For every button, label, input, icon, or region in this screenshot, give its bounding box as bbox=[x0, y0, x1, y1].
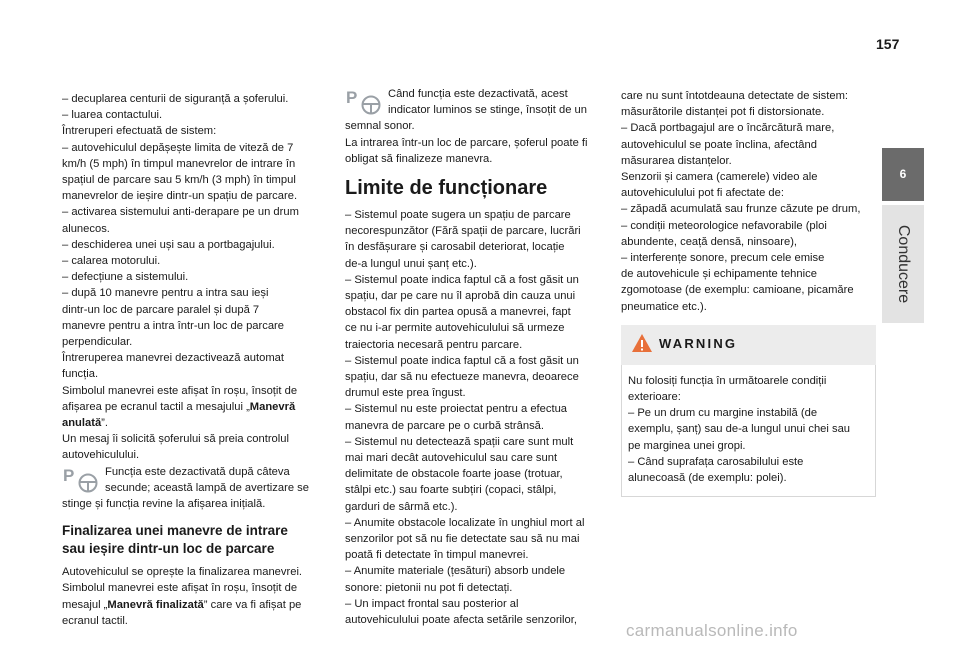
text-line: Senzorii și camera (camerele) video ale bbox=[621, 171, 818, 184]
note-line: Funcția este dezactivată după câteva bbox=[105, 465, 290, 478]
note-line: Când funcția este dezactivată, acest bbox=[388, 88, 568, 100]
text-line: de autovehicule și echipamente tehnice bbox=[621, 268, 817, 281]
text-line: – Sistemul nu detectează spații care sunt mult bbox=[345, 435, 574, 448]
text-line: stâlpi etc.) sau foarte subțiri (copaci, stâlpi, bbox=[345, 484, 557, 497]
text-line: ce nu i-ar permite autovehiculului să urmeze bbox=[345, 322, 565, 335]
text-line: perpendicular. bbox=[62, 336, 133, 349]
paragraph-line: mesajul „Manevră finalizată” care va fi afișat pe bbox=[62, 598, 302, 611]
text-line: măsurătorile distanței pot fi distorsionate. bbox=[621, 106, 825, 119]
text-line: senzorilor pot să nu fie detectate sau să nu mai bbox=[345, 533, 580, 546]
text-line: – Pe un drum cu margine instabilă (de bbox=[628, 407, 818, 420]
text-line: autovehiculul se poate înclina, afectând bbox=[621, 138, 817, 151]
text-line: drumul este prea îngust. bbox=[345, 387, 466, 400]
text-line: delimitate de obstacole foarte joase (trotuar, bbox=[345, 468, 563, 481]
warning-header bbox=[621, 325, 876, 365]
takeover-text bbox=[62, 431, 324, 463]
text-line: – deschiderea unei uși sau a portbagajului. bbox=[62, 238, 275, 251]
text-line: – Sistemul poate indica faptul că a fost găsit un bbox=[345, 273, 579, 286]
watermark: carmanualsonline.info bbox=[626, 621, 798, 640]
svg-text:P: P bbox=[346, 88, 358, 107]
text-line: Întreruperea manevrei dezactivează automat bbox=[62, 352, 285, 365]
text-line: – Sistemul poate sugera un spațiu de parcare bbox=[345, 209, 571, 222]
text-line: zgomotoase (de exemplu: camioane, picamăre bbox=[621, 284, 854, 297]
column-middle bbox=[345, 86, 607, 628]
text-line: spațiul de parcare sau 5 km/h (3 mph) în timpul bbox=[62, 174, 296, 187]
note-line: indicator luminos se stinge, însoțit de un bbox=[388, 104, 587, 117]
column-left bbox=[62, 91, 324, 629]
column-right bbox=[621, 88, 883, 497]
text-line: sonore: pietonii nu pot fi detectați. bbox=[345, 581, 513, 594]
text-line: pe marginea unei gropi. bbox=[628, 439, 746, 452]
text-line: alunecoasă (de exemplu: polei). bbox=[628, 472, 787, 485]
note-line: secunde; această lampă de avertizare se bbox=[105, 481, 309, 494]
text-line: La intrarea într-un loc de parcare, șoferul poate fi bbox=[345, 136, 588, 149]
text-line: – zăpadă acumulată sau frunze căzute pe drum, bbox=[621, 203, 861, 216]
text-line: autovehiculului poate afecta setările senzorilor, bbox=[345, 614, 577, 627]
text-line: Nu folosiți funcția în următoarele condiții bbox=[628, 374, 827, 387]
chapter-label-box bbox=[882, 205, 924, 323]
text-line: obligat să finalizeze manevra. bbox=[345, 152, 493, 165]
warning-title: WARNING bbox=[659, 335, 738, 351]
text-line: semnal sonor. bbox=[345, 120, 415, 133]
chapter-tab[interactable] bbox=[882, 148, 924, 323]
section-title: Limite de funcționare bbox=[345, 177, 548, 200]
text-line: manevrelor de ieșire dintr-un spațiu de parcare. bbox=[62, 190, 298, 203]
page-number: 157 bbox=[876, 36, 900, 52]
text-line: funcția. bbox=[62, 368, 99, 381]
text-line: – interferențe sonore, precum cele emise bbox=[621, 252, 825, 265]
park-assist-icon bbox=[62, 465, 102, 495]
text-line: exterioare: bbox=[628, 391, 681, 404]
text-line: – luarea contactului. bbox=[62, 109, 163, 122]
text-line: garduri de sârmă etc.). bbox=[345, 500, 458, 513]
text-line: spațiu, dar să nu efectueze manevra, deoarece bbox=[345, 371, 579, 384]
text-line: km/h (5 mph) în timpul manevrelor de intrare în bbox=[62, 157, 296, 170]
text-line: – Un impact frontal sau posterior al bbox=[345, 597, 519, 610]
text-line: mai mari decât autovehiculul sau care sunt bbox=[345, 452, 558, 465]
limits-list bbox=[345, 207, 607, 628]
warning-triangle-icon bbox=[631, 333, 653, 353]
text-line: obstacol fix din partea opusă a manevrei, fapt bbox=[345, 306, 571, 319]
text-line: Întreruperi efectuată de sistem: bbox=[62, 125, 217, 138]
text-line: pneumatice etc.). bbox=[621, 300, 707, 313]
text-line: – autovehiculul depășește limita de viteză de 7 bbox=[62, 141, 294, 154]
text-line: – calarea motorului. bbox=[62, 255, 161, 268]
paragraph-line: ecranul tactil. bbox=[62, 614, 128, 627]
text-line: spațiu, dar pe care nu îl aprobă din cauza unui bbox=[345, 290, 576, 303]
text-line: abundente, ceață densă, ninsoare), bbox=[621, 235, 798, 248]
section-heading: Finalizarea unei manevre de intrare sau ieșire dintr-un loc de parcare bbox=[62, 523, 288, 557]
svg-text:P: P bbox=[63, 465, 75, 485]
text-line: necorespunzător (Fără spații de parcare, lucrări bbox=[345, 225, 581, 238]
warning-text bbox=[621, 365, 876, 497]
text-line: – Sistemul poate indica faptul că a fost găsit un bbox=[345, 354, 579, 367]
chapter-number: 6 bbox=[882, 148, 924, 201]
text-line: poată fi detectate în timpul manevrei. bbox=[345, 549, 529, 562]
text-line: – defecțiune a sistemului. bbox=[62, 271, 189, 284]
text-line: – Când suprafața carosabilului este bbox=[628, 455, 804, 468]
text-line: – Anumite materiale (țesături) absorb undele bbox=[345, 565, 566, 578]
chapter-label: Conducere bbox=[895, 224, 912, 304]
text-line: Simbolul manevrei este afișat în roșu, însoțit de bbox=[62, 384, 298, 397]
text-line: manevra de parcare pe o curbă strânsă. bbox=[345, 419, 544, 432]
text-line: traiectoria necesară pentru parcare. bbox=[345, 338, 523, 351]
warning-box bbox=[621, 325, 876, 497]
text-line: de-a lungul unui șanț etc.). bbox=[345, 257, 477, 270]
text-line: exemplu, șanț) sau de-a lungul unui chei sau bbox=[628, 423, 851, 436]
text-line: – activarea sistemului anti-derapare pe un drum bbox=[62, 206, 299, 219]
text-line: alunecos. bbox=[62, 222, 110, 235]
text-line: care nu sunt întotdeauna detectate de sistem: bbox=[621, 90, 849, 102]
park-assist-note bbox=[345, 86, 607, 118]
text-line: în desfășurare și carosabil deteriorat, locație bbox=[345, 241, 565, 254]
message-line: anulată”. bbox=[62, 417, 109, 430]
text-line: – Dacă portbagajul are o încărcătură mare, bbox=[621, 122, 835, 135]
limits-continued bbox=[621, 88, 883, 315]
text-line: – după 10 manevre pentru a intra sau ieși bbox=[62, 287, 269, 300]
text-line: măsurarea distanțelor. bbox=[621, 154, 732, 167]
interruptions-list bbox=[62, 91, 324, 399]
text-line: dintr-un loc de parcare paralel și după 7 bbox=[62, 303, 260, 316]
text-line: manevre pentru a intra într-un loc de parcare bbox=[62, 319, 285, 332]
text-line: – Sistemul nu este proiectat pentru a efectua bbox=[345, 403, 568, 416]
park-assist-note bbox=[62, 464, 324, 513]
park-assist-icon bbox=[345, 87, 385, 117]
text-line: – condiții meteorologice nefavorabile (ploi bbox=[621, 219, 827, 232]
after-icon-text bbox=[345, 118, 607, 167]
text-line: – decuplarea centurii de siguranță a șoferului. bbox=[62, 93, 289, 105]
text-line: autovehiculului. bbox=[62, 449, 140, 462]
message-line: afișarea pe ecranul tactil a mesajului „Manevră bbox=[62, 400, 296, 413]
paragraph-line: Autovehiculul se oprește la finalizarea manevrei. bbox=[62, 566, 303, 579]
text-line: Un mesaj îi solicită șoferului să preia controlul bbox=[62, 433, 289, 446]
text-line: autovehiculului pot fi afectate de: bbox=[621, 187, 784, 200]
paragraph-line: Simbolul manevrei este afișat în roșu, însoțit de bbox=[62, 582, 298, 595]
text-line: – Anumite obstacole localizate în unghiul mort al bbox=[345, 516, 585, 529]
note-line: stinge și funcția revine la afișarea inițială. bbox=[62, 498, 266, 511]
